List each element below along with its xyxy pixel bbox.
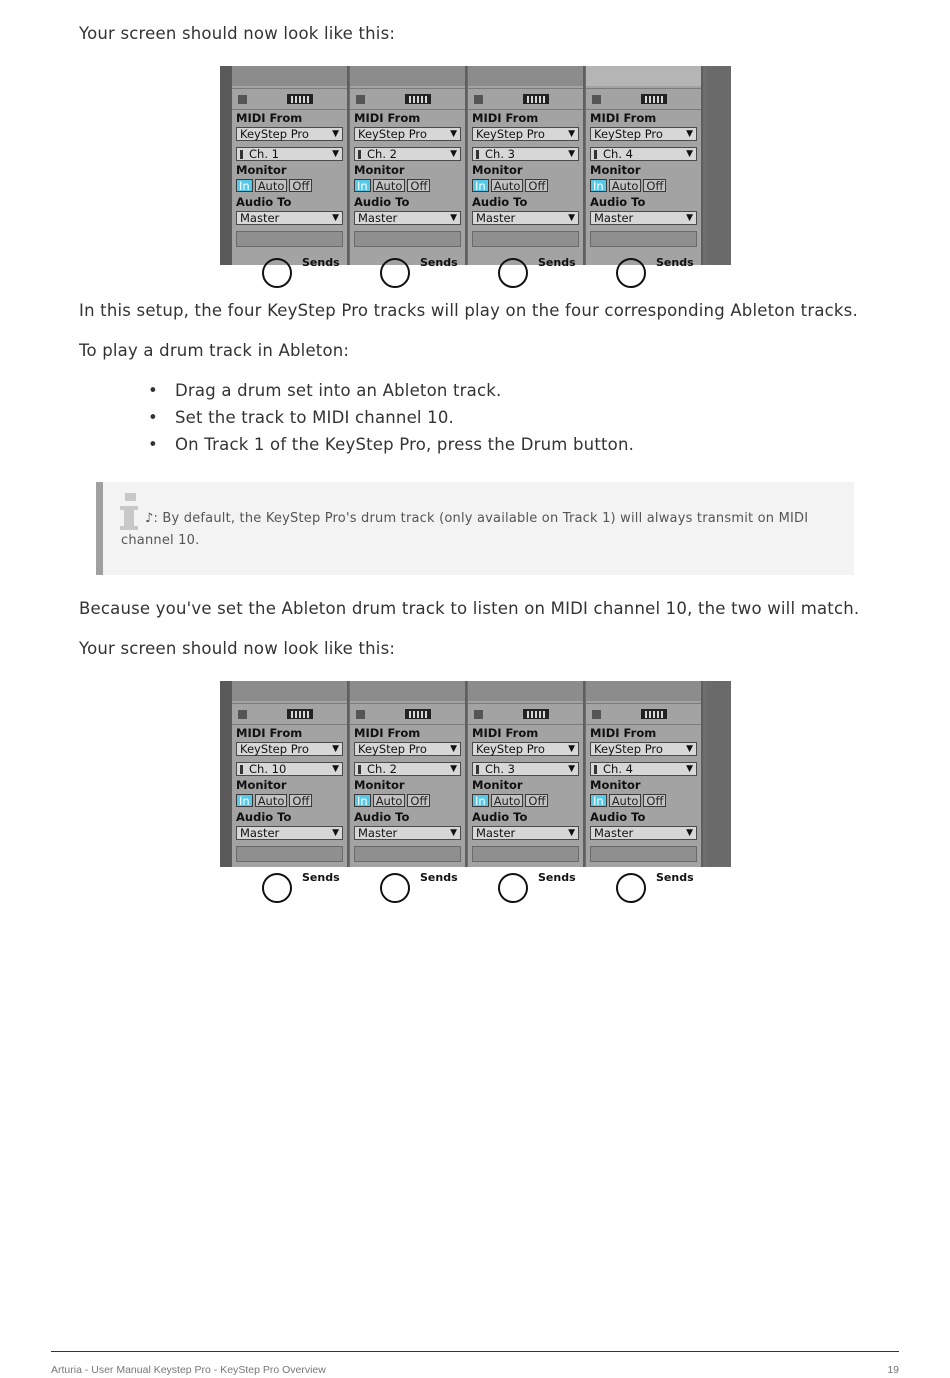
chevron-down-icon: ▼ [450, 744, 457, 754]
chevron-down-icon: ▼ [568, 129, 575, 139]
midi-channel-dropdown[interactable] [236, 147, 343, 161]
midi-from-dropdown[interactable] [354, 127, 461, 141]
monitor-label: Monitor [236, 778, 287, 792]
audio-to-sub-field[interactable] [236, 846, 343, 862]
midi-from-label: MIDI From [354, 111, 421, 125]
monitor-off-button[interactable]: Off [643, 179, 666, 192]
monitor-in-button[interactable]: In [354, 179, 371, 192]
monitor-label: Monitor [354, 778, 405, 792]
clip-slot[interactable] [232, 681, 347, 701]
io-toggle-icon[interactable] [238, 95, 247, 104]
bullet-marker: • [148, 434, 158, 454]
send-knob-icon[interactable] [616, 873, 646, 903]
midi-keyboard-icon [287, 94, 313, 104]
send-knob-icon[interactable] [262, 873, 292, 903]
monitor-auto-button[interactable]: Auto [491, 179, 524, 192]
audio-to-sub-field[interactable] [590, 231, 697, 247]
mixer-edge [220, 681, 232, 867]
chevron-down-icon: ▼ [686, 744, 693, 754]
io-toggle-icon[interactable] [238, 710, 247, 719]
ableton-screenshot-2 [220, 681, 731, 884]
midi-from-dropdown[interactable] [236, 127, 343, 141]
midi-keyboard-icon [405, 709, 431, 719]
audio-to-label: Audio To [590, 810, 646, 824]
audio-to-value: Master [240, 211, 280, 225]
monitor-in-button[interactable]: In [354, 794, 371, 807]
monitor-auto-button[interactable]: Auto [373, 794, 406, 807]
chevron-down-icon: ▼ [332, 828, 339, 838]
track-io-header [586, 703, 701, 725]
midi-channel-dropdown[interactable] [472, 762, 579, 776]
midi-keyboard-icon [641, 709, 667, 719]
io-toggle-icon[interactable] [474, 95, 483, 104]
audio-to-sub-field[interactable] [354, 231, 461, 247]
midi-from-dropdown[interactable] [354, 742, 461, 756]
monitor-off-button[interactable]: Off [289, 794, 312, 807]
monitor-label: Monitor [472, 778, 523, 792]
midi-from-dropdown[interactable] [590, 742, 697, 756]
audio-to-sub-field[interactable] [590, 846, 697, 862]
monitor-auto-button[interactable]: Auto [373, 179, 406, 192]
chevron-down-icon: ▼ [686, 828, 693, 838]
midi-from-label: MIDI From [354, 726, 421, 740]
clip-slot[interactable] [586, 66, 701, 86]
clip-slot[interactable] [586, 681, 701, 701]
chevron-down-icon: ▼ [450, 828, 457, 838]
io-toggle-icon[interactable] [592, 710, 601, 719]
audio-to-label: Audio To [590, 195, 646, 209]
chevron-down-icon: ▼ [686, 129, 693, 139]
grip-icon [240, 765, 243, 774]
monitor-in-button[interactable]: In [472, 179, 489, 192]
monitor-off-button[interactable]: Off [525, 179, 548, 192]
io-toggle-icon[interactable] [474, 710, 483, 719]
sends-label: Sends [302, 871, 340, 884]
track-io-header [232, 703, 347, 725]
midi-channel-dropdown[interactable] [590, 762, 697, 776]
grip-icon [476, 150, 479, 159]
ableton-screenshot-1 [220, 66, 731, 269]
midi-channel-value: Ch. 2 [367, 762, 397, 776]
io-toggle-icon[interactable] [592, 95, 601, 104]
midi-keyboard-icon [523, 94, 549, 104]
midi-from-value: KeyStep Pro [358, 127, 427, 141]
io-toggle-icon[interactable] [356, 95, 365, 104]
sends-label: Sends [656, 871, 694, 884]
bullet-marker: • [148, 407, 158, 427]
monitor-auto-button[interactable]: Auto [609, 794, 642, 807]
monitor-auto-button[interactable]: Auto [491, 794, 524, 807]
chevron-down-icon: ▼ [568, 744, 575, 754]
monitor-buttons [472, 179, 550, 194]
midi-from-label: MIDI From [236, 726, 303, 740]
clip-slot[interactable] [350, 681, 465, 701]
list-item-text: Set the track to MIDI channel 10. [175, 407, 455, 427]
chevron-down-icon: ▼ [686, 764, 693, 774]
midi-from-label: MIDI From [472, 726, 539, 740]
track-io-header [350, 703, 465, 725]
midi-channel-dropdown[interactable] [354, 147, 461, 161]
audio-to-sub-field[interactable] [472, 846, 579, 862]
midi-from-label: MIDI From [590, 726, 657, 740]
bullet-marker: • [148, 381, 158, 400]
send-knob-icon[interactable] [498, 258, 528, 288]
audio-to-label: Audio To [472, 195, 528, 209]
match-text: Because you've set the Ableton drum track to listen on MIDI channel 10, the two will match. [79, 599, 860, 618]
chevron-down-icon: ▼ [450, 129, 457, 139]
midi-from-dropdown[interactable] [472, 127, 579, 141]
grip-icon [594, 150, 597, 159]
send-knob-icon[interactable] [380, 873, 410, 903]
monitor-label: Monitor [354, 163, 405, 177]
track-io-header [586, 88, 701, 110]
setup-text: In this setup, the four KeyStep Pro tracks will play on the four corresponding Ableton tracks. [79, 301, 858, 320]
chevron-down-icon: ▼ [332, 129, 339, 139]
midi-channel-dropdown[interactable] [472, 147, 579, 161]
audio-to-sub-field[interactable] [472, 231, 579, 247]
monitor-in-button[interactable]: In [236, 794, 253, 807]
monitor-in-button[interactable]: In [472, 794, 489, 807]
monitor-buttons [590, 794, 668, 809]
audio-to-sub-field[interactable] [354, 846, 461, 862]
audio-to-dropdown[interactable] [354, 211, 461, 225]
io-toggle-icon[interactable] [356, 710, 365, 719]
grip-icon [594, 765, 597, 774]
list-item-text: On Track 1 of the KeyStep Pro, press the Drum button. [175, 434, 635, 454]
chevron-down-icon: ▼ [332, 149, 339, 159]
midi-keyboard-icon [287, 709, 313, 719]
midi-keyboard-icon [405, 94, 431, 104]
track-io-header [232, 88, 347, 110]
audio-to-dropdown[interactable] [590, 211, 697, 225]
audio-to-dropdown[interactable] [590, 826, 697, 840]
audio-to-value: Master [358, 211, 398, 225]
audio-to-dropdown[interactable] [472, 826, 579, 840]
track-io-header [468, 703, 583, 725]
list-item [148, 434, 634, 461]
sends-label: Sends [538, 256, 576, 269]
midi-channel-dropdown[interactable] [354, 762, 461, 776]
sends-label: Sends [656, 256, 694, 269]
track-io-header [350, 88, 465, 110]
ableton-track-1[interactable] [232, 681, 349, 884]
note-text: ♪: By default, the KeyStep Pro's drum track (only available on Track 1) will always transmit on MIDI channel 10. [121, 511, 809, 548]
audio-to-value: Master [476, 211, 516, 225]
midi-from-dropdown[interactable] [236, 742, 343, 756]
midi-from-value: KeyStep Pro [476, 127, 545, 141]
ableton-track-4[interactable] [586, 66, 703, 269]
mixer-edge [220, 66, 232, 265]
audio-to-label: Audio To [236, 810, 292, 824]
midi-keyboard-icon [641, 94, 667, 104]
audio-to-value: Master [476, 826, 516, 840]
midi-channel-value: Ch. 4 [603, 762, 633, 776]
mixer-edge [707, 66, 731, 265]
monitor-auto-button[interactable]: Auto [609, 179, 642, 192]
footer-divider [51, 1351, 899, 1352]
midi-from-label: MIDI From [590, 111, 657, 125]
midi-channel-value: Ch. 10 [249, 762, 287, 776]
chevron-down-icon: ▼ [568, 149, 575, 159]
midi-from-dropdown[interactable] [590, 127, 697, 141]
midi-from-label: MIDI From [472, 111, 539, 125]
audio-to-label: Audio To [472, 810, 528, 824]
chevron-down-icon: ▼ [332, 213, 339, 223]
audio-to-dropdown[interactable] [236, 826, 343, 840]
monitor-in-button[interactable]: In [590, 179, 607, 192]
grip-icon [476, 765, 479, 774]
monitor-off-button[interactable]: Off [643, 794, 666, 807]
midi-from-label: MIDI From [236, 111, 303, 125]
monitor-label: Monitor [590, 163, 641, 177]
monitor-buttons [472, 794, 550, 809]
clip-slot[interactable] [350, 66, 465, 86]
list-item [148, 380, 634, 407]
midi-from-value: KeyStep Pro [594, 742, 663, 756]
monitor-label: Monitor [236, 163, 287, 177]
info-note-box [96, 482, 854, 575]
chevron-down-icon: ▼ [568, 828, 575, 838]
midi-channel-value: Ch. 1 [249, 147, 279, 161]
midi-channel-dropdown[interactable] [590, 147, 697, 161]
sends-label: Sends [420, 871, 458, 884]
list-item [148, 407, 634, 434]
monitor-off-button[interactable]: Off [407, 179, 430, 192]
grip-icon [240, 150, 243, 159]
audio-to-value: Master [594, 211, 634, 225]
intro-text-1: Your screen should now look like this: [79, 24, 396, 43]
sends-label: Sends [538, 871, 576, 884]
midi-channel-value: Ch. 2 [367, 147, 397, 161]
monitor-in-button[interactable]: In [236, 179, 253, 192]
monitor-buttons [354, 179, 432, 194]
clip-slot[interactable] [468, 681, 583, 701]
midi-channel-value: Ch. 3 [485, 762, 515, 776]
audio-to-label: Audio To [354, 195, 410, 209]
audio-to-value: Master [240, 826, 280, 840]
chevron-down-icon: ▼ [568, 213, 575, 223]
audio-to-value: Master [594, 826, 634, 840]
ableton-track-2[interactable] [350, 66, 467, 269]
send-knob-icon[interactable] [380, 258, 410, 288]
send-knob-icon[interactable] [498, 873, 528, 903]
monitor-auto-button[interactable]: Auto [255, 179, 288, 192]
monitor-buttons [236, 794, 314, 809]
drum-intro-text: To play a drum track in Ableton: [79, 341, 350, 360]
audio-to-dropdown[interactable] [354, 826, 461, 840]
intro-text-2: Your screen should now look like this: [79, 639, 396, 658]
send-knob-icon[interactable] [262, 258, 292, 288]
sends-label: Sends [302, 256, 340, 269]
midi-from-value: KeyStep Pro [358, 742, 427, 756]
midi-channel-dropdown[interactable] [236, 762, 343, 776]
audio-to-value: Master [358, 826, 398, 840]
midi-from-value: KeyStep Pro [476, 742, 545, 756]
midi-from-value: KeyStep Pro [240, 742, 309, 756]
chevron-down-icon: ▼ [450, 213, 457, 223]
ableton-track-4[interactable] [586, 681, 703, 884]
ableton-track-2[interactable] [350, 681, 467, 884]
audio-to-label: Audio To [354, 810, 410, 824]
clip-slot[interactable] [468, 66, 583, 86]
footer-title: Arturia - User Manual Keystep Pro - KeyStep Pro Overview [51, 1364, 326, 1376]
monitor-label: Monitor [472, 163, 523, 177]
monitor-buttons [590, 179, 668, 194]
chevron-down-icon: ▼ [332, 744, 339, 754]
ableton-track-1[interactable] [232, 66, 349, 269]
monitor-off-button[interactable]: Off [289, 179, 312, 192]
send-knob-icon[interactable] [616, 258, 646, 288]
monitor-label: Monitor [590, 778, 641, 792]
midi-from-value: KeyStep Pro [594, 127, 663, 141]
midi-channel-value: Ch. 4 [603, 147, 633, 161]
monitor-off-button[interactable]: Off [407, 794, 430, 807]
list-item-text: Drag a drum set into an Ableton track. [175, 381, 502, 400]
midi-keyboard-icon [523, 709, 549, 719]
monitor-buttons [236, 179, 314, 194]
ableton-track-3[interactable] [468, 66, 585, 269]
audio-to-label: Audio To [236, 195, 292, 209]
grip-icon [358, 150, 361, 159]
monitor-auto-button[interactable]: Auto [255, 794, 288, 807]
audio-to-dropdown[interactable] [236, 211, 343, 225]
chevron-down-icon: ▼ [686, 149, 693, 159]
sends-label: Sends [420, 256, 458, 269]
mixer-edge [707, 681, 731, 867]
track-io-header [468, 88, 583, 110]
audio-to-dropdown[interactable] [472, 211, 579, 225]
monitor-in-button[interactable]: In [590, 794, 607, 807]
drum-steps-list [148, 380, 634, 460]
monitor-off-button[interactable]: Off [525, 794, 548, 807]
chevron-down-icon: ▼ [450, 764, 457, 774]
ableton-track-3[interactable] [468, 681, 585, 884]
monitor-buttons [354, 794, 432, 809]
grip-icon [358, 765, 361, 774]
midi-from-dropdown[interactable] [472, 742, 579, 756]
clip-slot[interactable] [232, 66, 347, 86]
audio-to-sub-field[interactable] [236, 231, 343, 247]
chevron-down-icon: ▼ [686, 213, 693, 223]
page-number: 19 [887, 1364, 899, 1376]
chevron-down-icon: ▼ [332, 764, 339, 774]
midi-from-value: KeyStep Pro [240, 127, 309, 141]
midi-channel-value: Ch. 3 [485, 147, 515, 161]
chevron-down-icon: ▼ [568, 764, 575, 774]
chevron-down-icon: ▼ [450, 149, 457, 159]
